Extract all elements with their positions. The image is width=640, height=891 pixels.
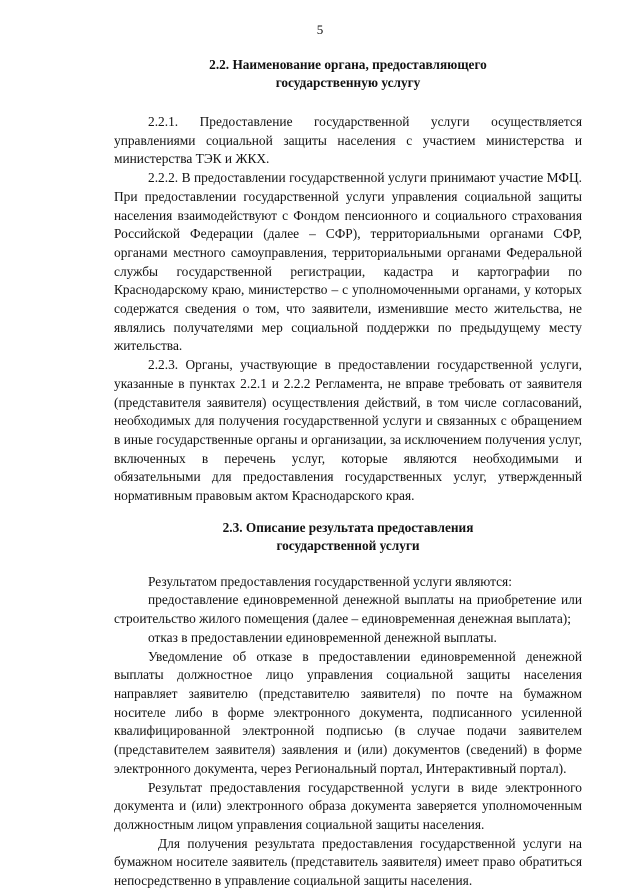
- heading-line: государственной услуги: [276, 537, 420, 553]
- paragraph: Для получения результата предоставления государственной услуги на бумажном носителе заявитель (представитель заявителя) имеет право обратиться непосредственно в управление социальной защиты населения.: [114, 835, 582, 889]
- heading-line: 2.2. Наименование органа, предоставляющего: [209, 57, 487, 72]
- paragraph: отказ в предоставлении единовременной денежной выплаты.: [148, 629, 497, 645]
- page-number: 5: [316, 22, 324, 37]
- section-heading: [114, 56, 582, 92]
- section-2-2: [114, 56, 582, 506]
- section-2-3: [114, 519, 582, 891]
- paragraph: Уведомление об отказе в предоставлении единовременной денежной выплаты должностное лицо управления социальной защиты населения направляет заявителю (представителю заявителя) по почте на бумажном носителе либо в форме электронного документа, подписанного усиленной квалифицированной электронной подписью (в случае подачи заявителем (представителем заявителя) заявления и (или) документов (сведений) в форме электронного документа, через Региональный портал, Интерактивный портал).: [114, 648, 582, 776]
- document-body: [114, 56, 582, 891]
- paragraph: предоставление единовременной денежной выплаты на приобретение или строительство жилого помещения (далее – единовременная денежная выплата);: [114, 592, 582, 627]
- paragraph: 2.2.1. Предоставление государственной услуги осуществляется управлениями социальной защиты населения с участием министерства и министерства ТЭК и ЖКХ.: [114, 114, 582, 167]
- heading-line: государственную услугу: [275, 75, 421, 90]
- paragraph: 2.2.2. В предоставлении государственной услуги принимают участие МФЦ. При предоставлении государственной услуги управления социальной защиты населения взаимодействуют с Фондом пенсионного и социального страхования Российской Федерации (далее – СФР), территориальными органами СФР, органами местного самоуправления, территориальными органами Федеральной службы государственной регистрации, кадастра и картографии по Краснодарскому краю, министерство – с уполномоченными органами, у которых содержатся сведения о том, что заявители, изменившие место жительства, не являлись получателями мер социальной поддержки по предыдущему месту жительства.: [114, 170, 582, 354]
- heading-line: 2.3. Описание результата предоставления: [222, 519, 474, 535]
- paragraph: Результатом предоставления государственной услуги являются:: [148, 573, 512, 589]
- paragraph: Результат предоставления государственной услуги в виде электронного документа и (или) электронного образа документа заверяется уполномоченным должностным лицом управления социальной защиты населения.: [114, 779, 582, 832]
- section-heading: [114, 519, 582, 555]
- paragraph: 2.2.3. Органы, участвующие в предоставлении государственной услуги, указанные в пунктах 2.2.1 и 2.2.2 Регламента, не вправе требовать от заявителя (представителя заявителя) осуществления действий, в том числе согласований, необходимых для получения государственной услуги и связанных с обращением в иные государственные органы и организации, за исключением получения услуг, включенных в перечень услуг, которые являются необходимыми и обязательными для предоставления государственных услуг, утвержденный нормативным правовым актом Краснодарского края.: [114, 357, 582, 504]
